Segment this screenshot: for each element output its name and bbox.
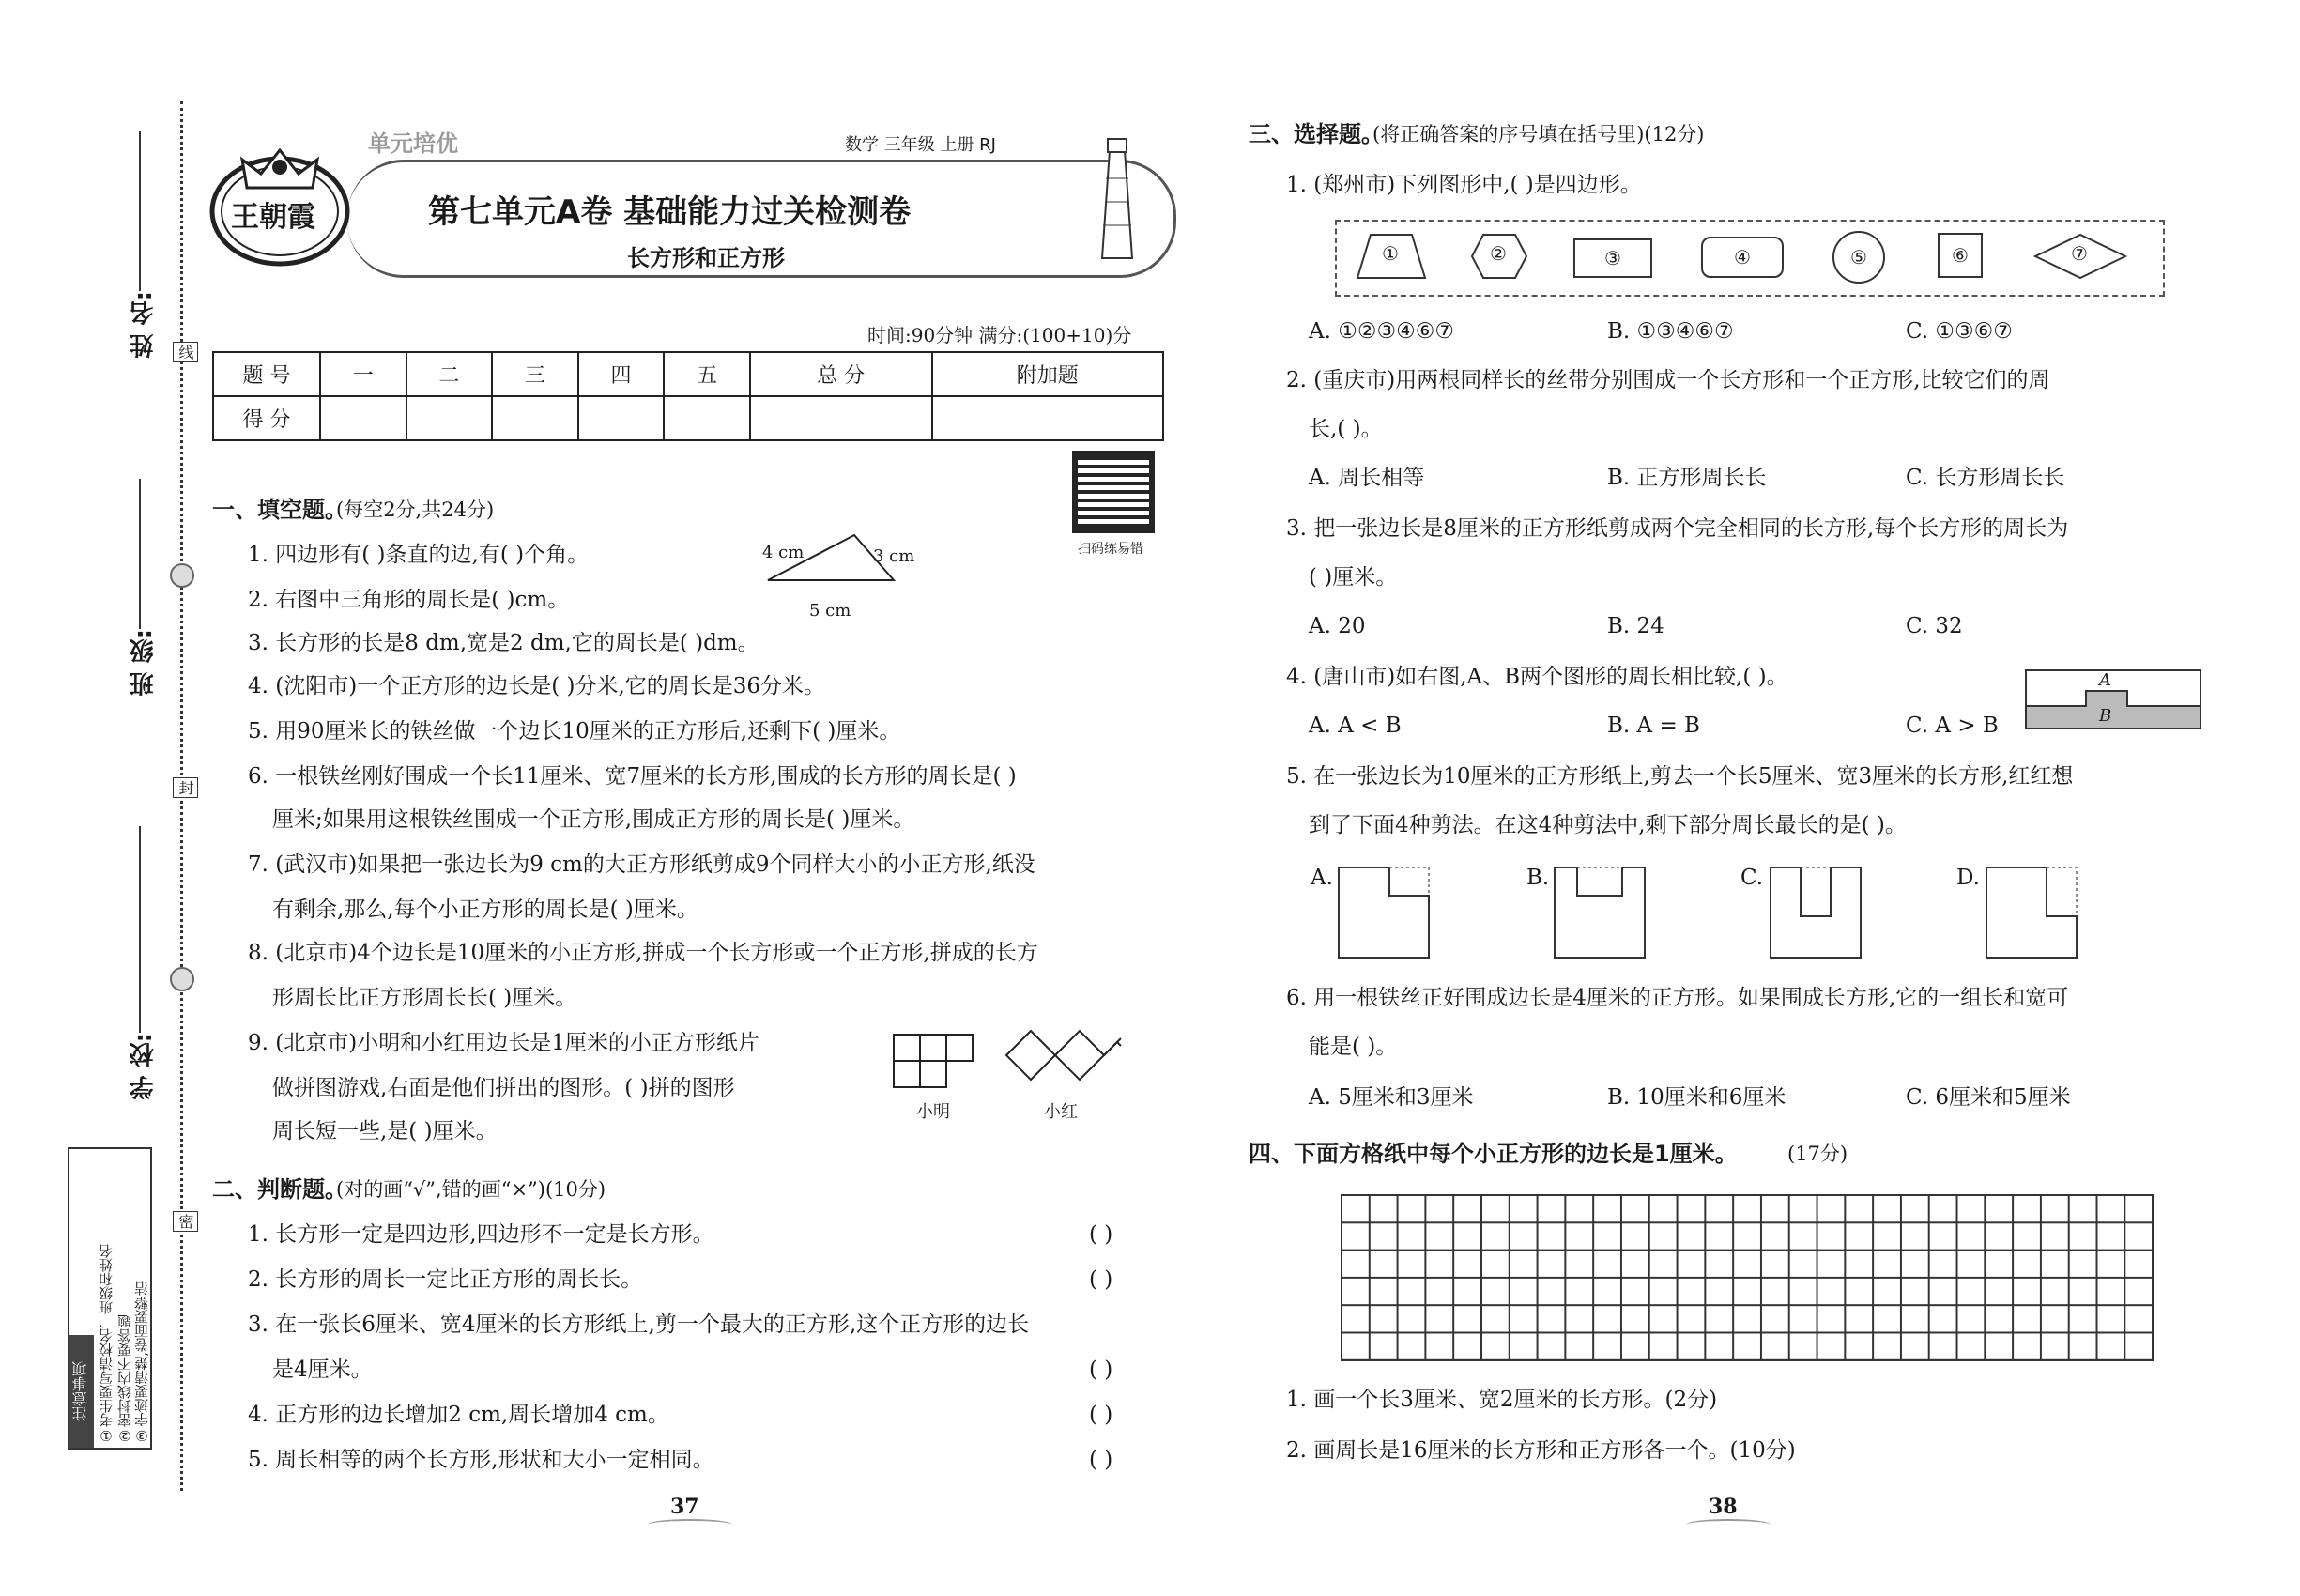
fill-item: 6. 一根铁丝刚好围成一个长11厘米、宽7厘米的长方形,围成的长方形的周长是( ) [248, 764, 1017, 789]
score-cell[interactable] [932, 396, 1164, 440]
binding-ring-icon [170, 967, 194, 991]
shape-trapezoid [1356, 233, 1427, 280]
binding-ring-icon [170, 563, 194, 588]
fill-item: 形周长比正方形周长长( )厘米。 [272, 986, 577, 1010]
lighthouse-icon [1089, 131, 1145, 263]
choice-q6-cont: 能是( )。 [1309, 1035, 1398, 1059]
shape-label: ⑦ [2071, 242, 2088, 265]
score-header-cell: 附加题 [932, 352, 1164, 396]
note-item: ①考生要写清校名、班级和姓名 [98, 1244, 115, 1444]
xiaoming-figure [892, 1033, 976, 1089]
qr-caption: 扫码练易错 [1078, 542, 1143, 557]
triangle-side-b: 3 cm [873, 546, 915, 566]
page-ornament [1686, 1519, 1771, 1530]
judge-item: 1. 长方形一定是四边形,四边形不一定是长方形。 [248, 1222, 714, 1247]
notes-title: 注意事项 [69, 1335, 94, 1448]
score-header-cell: 题 号 [213, 352, 320, 396]
notes-box [68, 1147, 152, 1450]
q5-figure-a [1337, 866, 1431, 959]
score-header-cell: 三 [492, 352, 578, 396]
judge-item: 3. 在一张长6厘米、宽4厘米的长方形纸上,剪一个最大的正方形,这个正方形的边长 [248, 1312, 1030, 1337]
fill-item: 周长短一些,是( )厘米。 [272, 1119, 498, 1143]
note-item: ③字迹要清楚,卷面要整洁 [133, 1281, 150, 1444]
q5-figure-c [1769, 866, 1863, 959]
score-cell[interactable] [320, 396, 406, 440]
judge-item: 是4厘米。 [272, 1358, 373, 1382]
choice-q6: 6. 用一根铁丝正好围成边长是4厘米的正方形。如果围成长方形,它的一组长和宽可 [1286, 986, 2069, 1010]
shape-circle [1832, 231, 1885, 284]
q5-option-d-label[interactable]: D. [1956, 866, 1980, 890]
section4-note: (17分) [1787, 1143, 1848, 1165]
choice-q4: 4. (唐山市)如右图,A、B两个图形的周长相比较,( )。 [1286, 665, 1788, 689]
shape-hexagon [1470, 233, 1528, 280]
score-cell[interactable] [578, 396, 665, 440]
fill-item: 8. (北京市)4个边长是10厘米的小正方形,拼成一个长方形或一个正方形,拼成的长方 [248, 941, 1038, 965]
name-label: 姓 名: [130, 291, 158, 359]
school-label: 学 校: [130, 1033, 158, 1100]
judge-item: 4. 正方形的边长增加2 cm,周长增加4 cm。 [248, 1403, 669, 1427]
choice-q1: 1. (郑州市)下列图形中,( )是四边形。 [1286, 173, 1642, 197]
grid-paper[interactable] [1341, 1194, 2154, 1361]
shape-label: ④ [1734, 246, 1751, 269]
shape-label: ① [1382, 242, 1399, 265]
q4-figure [2024, 668, 2202, 730]
fill-item: 7. (武汉市)如果把一张边长为9 cm的大正方形纸剪成9个同样大小的小正方形,纸没 [248, 852, 1035, 877]
shape-rounded-rectangle [1701, 237, 1784, 278]
cut-mark-3: 密 [173, 1211, 198, 1232]
q3-option-a[interactable]: A. 20 [1309, 614, 1366, 638]
q5-figure-b [1553, 866, 1647, 959]
q3-option-c[interactable]: C. 32 [1906, 614, 1963, 638]
q4-option-c[interactable]: C. A > B [1906, 714, 1999, 738]
fill-item: 5. 用90厘米长的铁丝做一个边长10厘米的正方形后,还剩下( )厘米。 [248, 719, 901, 744]
judge-answer[interactable]: ( ) [1089, 1448, 1113, 1472]
section2-note: (对的画“√”,错的画“×”)(10分) [336, 1178, 606, 1201]
shape-label: ② [1490, 242, 1507, 265]
choice-q3: 3. 把一张边长是8厘米的正方形纸剪成两个完全相同的长方形,每个长方形的周长为 [1286, 516, 2069, 541]
section3-title: 三、选择题。 [1249, 121, 1384, 147]
q1-option-c[interactable]: C. ①③⑥⑦ [1906, 319, 2013, 344]
q3-option-b[interactable]: B. 24 [1607, 614, 1664, 638]
q2-option-b[interactable]: B. 正方形周长长 [1607, 466, 1767, 490]
section4-title: 四、下面方格纸中每个小正方形的边长是1厘米。 [1249, 1141, 1738, 1167]
choice-q3-cont: ( )厘米。 [1309, 565, 1398, 590]
choice-q2: 2. (重庆市)用两根同样长的丝带分别围成一个长方形和一个正方形,比较它们的周 [1286, 368, 2050, 392]
page-title: 第七单元A卷 基础能力过关检测卷 [428, 193, 912, 231]
triangle-side-c: 5 cm [809, 601, 851, 621]
cut-mark-2: 封 [173, 777, 198, 798]
q6-option-a[interactable]: A. 5厘米和3厘米 [1309, 1085, 1474, 1110]
name-line[interactable] [139, 131, 141, 291]
judge-answer[interactable]: ( ) [1089, 1222, 1113, 1247]
class-line[interactable] [139, 479, 141, 629]
score-table [212, 351, 1164, 441]
fill-item: 有剩余,那么,每个小正方形的周长是( )厘米。 [272, 898, 698, 922]
fill-item: 1. 四边形有( )条直的边,有( )个角。 [248, 543, 590, 567]
series-label: 单元培优 [368, 130, 458, 157]
choice-q5: 5. 在一张边长为10厘米的正方形纸上,剪去一个长5厘米、宽3厘米的长方形,红红想 [1286, 764, 2074, 789]
fill-item: 4. (沈阳市)一个正方形的边长是( )分米,它的周长是36分米。 [248, 674, 826, 698]
fill-item: 9. (北京市)小明和小红用边长是1厘米的小正方形纸片 [248, 1031, 759, 1055]
shape-rectangle [1573, 238, 1652, 278]
fill-item: 做拼图游戏,右面是他们拼出的图形。( )拼的图形 [272, 1076, 735, 1100]
shape-square [1938, 233, 1983, 278]
page-subtitle: 长方形和正方形 [627, 245, 785, 271]
fill-item: 厘米;如果用这根铁丝围成一个正方形,围成正方形的周长是( )厘米。 [272, 807, 915, 832]
choice-q5-cont: 到了下面4种剪法。在这4种剪法中,剩下部分周长最长的是( )。 [1309, 813, 1907, 837]
section3-note: (将正确答案的序号填在括号里)(12分) [1372, 123, 1705, 146]
qr-code[interactable] [1072, 451, 1155, 533]
q4-option-b[interactable]: B. A = B [1607, 714, 1700, 738]
score-header-cell: 四 [578, 352, 665, 396]
section1-title: 一、填空题。 [212, 497, 347, 523]
score-header-cell: 总 分 [750, 352, 932, 396]
xiaohong-label: 小红 [1044, 1102, 1078, 1122]
note-item: ②密封线内不要答题 [116, 1314, 133, 1444]
cut-mark-1: 线 [173, 342, 198, 362]
shape-label: ③ [1604, 247, 1621, 269]
page-number-left: 37 [670, 1495, 699, 1519]
score-cell[interactable] [492, 396, 578, 440]
draw-item: 1. 画一个长3厘米、宽2厘米的长方形。(2分) [1286, 1388, 1718, 1412]
xiaoming-label: 小明 [916, 1102, 950, 1122]
score-header-cell: 二 [406, 352, 493, 396]
fill-item: 3. 长方形的长是8 dm,宽是2 dm,它的周长是( )dm。 [248, 631, 759, 655]
q2-option-c[interactable]: C. 长方形周长长 [1906, 466, 2065, 490]
brand-name: 王朝霞 [231, 201, 315, 234]
header-meta: 数学 三年级 上册 RJ [845, 135, 996, 155]
q4-label-a: A [2099, 670, 2111, 690]
q5-option-a-label[interactable]: A. [1311, 866, 1333, 890]
q1-option-a[interactable]: A. ①②③④⑥⑦ [1309, 319, 1454, 344]
score-header-cell: 一 [320, 352, 406, 396]
q5-option-b-label[interactable]: B. [1526, 866, 1550, 890]
section2-title: 二、判断题。 [212, 1176, 347, 1203]
page-number-right: 38 [1709, 1495, 1738, 1519]
judge-item: 2. 长方形的周长一定比正方形的周长长。 [248, 1267, 643, 1292]
q1-option-b[interactable]: B. ①③④⑥⑦ [1607, 319, 1734, 344]
judge-answer[interactable]: ( ) [1089, 1358, 1113, 1382]
score-header-cell: 五 [664, 352, 750, 396]
xiaohong-figure [1003, 1027, 1125, 1083]
draw-item: 2. 画周长是16厘米的长方形和正方形各一个。(10分) [1286, 1438, 1796, 1463]
time-info: 时间:90分钟 满分:(100+10)分 [867, 324, 1132, 346]
shape-label: ⑤ [1850, 246, 1867, 269]
q2-option-a[interactable]: A. 周长相等 [1309, 466, 1425, 490]
judge-item: 5. 周长相等的两个长方形,形状和大小一定相同。 [248, 1448, 714, 1472]
score-cell[interactable] [406, 396, 493, 440]
shape-rhombus [2033, 233, 2127, 280]
q5-figure-d [1985, 866, 2078, 959]
page-ornament [648, 1519, 732, 1530]
judge-answer[interactable]: ( ) [1089, 1267, 1113, 1292]
class-label: 班 级: [130, 629, 158, 697]
score-row-label: 得 分 [213, 396, 320, 440]
fill-item: 2. 右图中三角形的周长是( )cm。 [248, 588, 570, 612]
section1-note: (每空2分,共24分) [336, 499, 495, 521]
judge-answer[interactable]: ( ) [1089, 1403, 1113, 1427]
brand-logo [205, 131, 355, 272]
choice-q2-cont: 长,( )。 [1309, 417, 1383, 441]
shape-label: ⑥ [1952, 244, 1969, 267]
q4-label-b: B [2099, 706, 2112, 726]
triangle-side-a: 4 cm [762, 543, 805, 562]
q6-option-c[interactable]: C. 6厘米和5厘米 [1906, 1085, 2071, 1110]
q6-option-b[interactable]: B. 10厘米和6厘米 [1607, 1085, 1786, 1110]
q4-option-a[interactable]: A. A < B [1309, 714, 1402, 738]
score-cell[interactable] [664, 396, 750, 440]
q5-option-c-label[interactable]: C. [1740, 866, 1764, 890]
school-line[interactable] [139, 826, 141, 1033]
score-cell[interactable] [750, 396, 932, 440]
